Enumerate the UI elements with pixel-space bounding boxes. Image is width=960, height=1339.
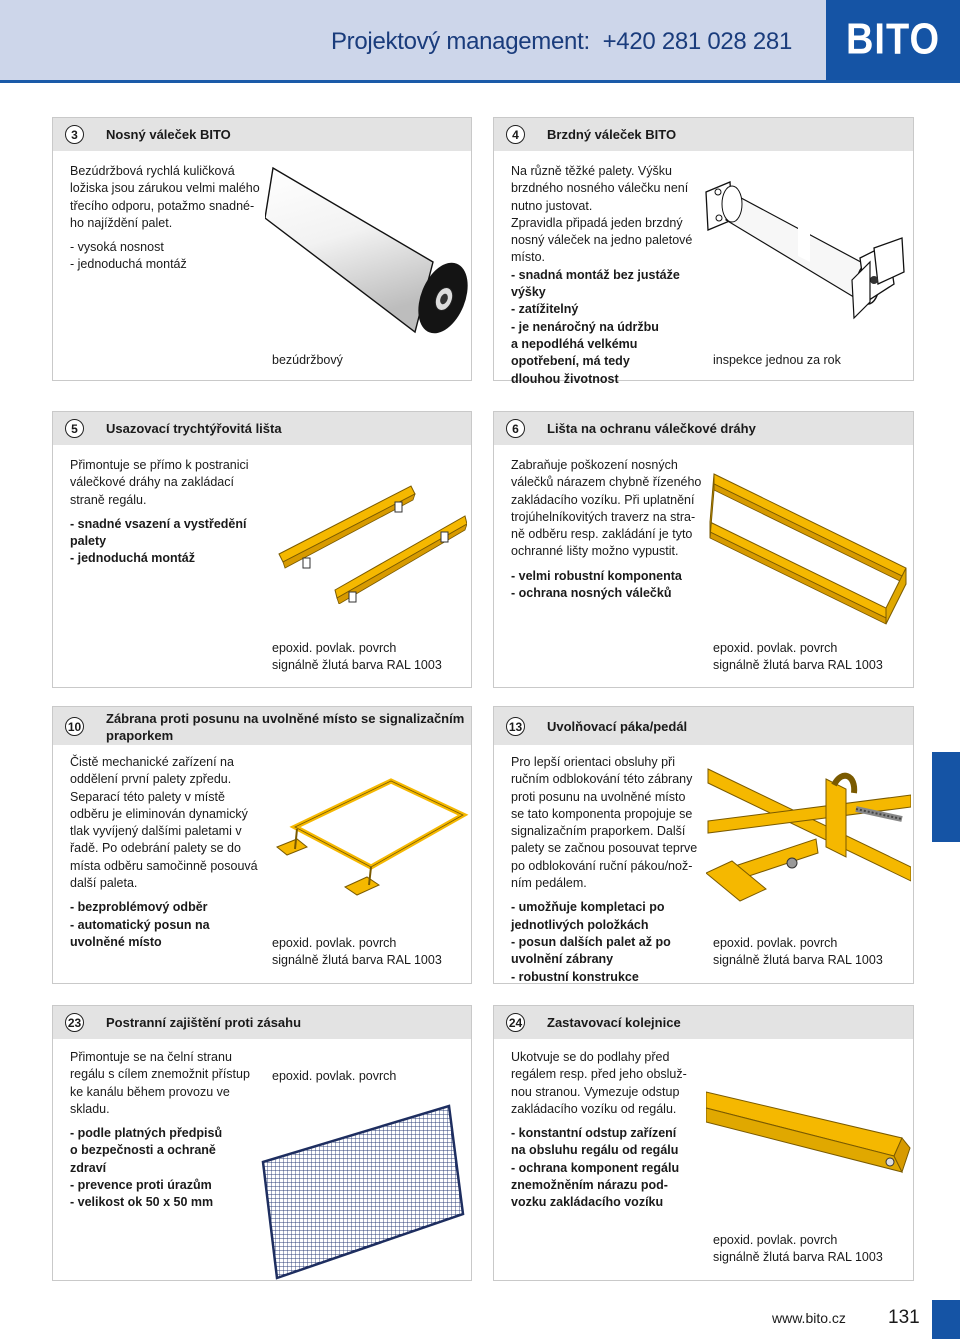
- panel-title: Brzdný váleček BITO: [547, 127, 677, 142]
- panel-title: Zastavovací kolejnice: [547, 1015, 681, 1030]
- separator-illustration: [275, 769, 470, 904]
- panel-release-lever: [493, 706, 914, 984]
- panel-note: epoxid. povlak. povrch signálně žlutá barva RAL 1003: [713, 936, 883, 967]
- bullet-list: - bezproblémový odběr - automatický posun na uvolněné místo: [70, 900, 210, 949]
- panel-number: 3: [65, 125, 84, 144]
- panel-note: epoxid. povlak. povrch: [272, 1069, 397, 1083]
- panel-text: Zabraňuje poškození nosných válečků nárazem chybně řízeného zakládacího vozíku. Při uplatnění trojúhelníkovitých traverz na stra- ně odběru resp. zakládání je tyto ochranné lišty možno vypustit. - velmi robustní komponenta - ochrana nosných válečků: [511, 457, 716, 602]
- panel-title: Lišta na ochranu válečkové dráhy: [547, 421, 756, 436]
- panel-text: Čistě mechanické zařízení na oddělení první palety zpředu. Separací této palety v místě odběru je eliminován dynamický tlak vyvíjený dalšími paletami v řadě. Po odebrání palety se do místa odběru samočinně posouvá další paleta. - bezproblémový odběr - automatický posun na uvolněné místo: [70, 754, 270, 951]
- panel-number: 6: [506, 419, 525, 438]
- bito-logo: [826, 0, 960, 80]
- bito-logo-text: BITO: [845, 15, 941, 64]
- mesh-guard-illustration: [259, 1102, 467, 1280]
- panel-text: Na různě těžké palety. Výšku brzdného nosného válečku není nutno justovat. Zpravidla připadá jeden brzdný nosný váleček na jedno paletové místo. - snadná montáž bez justáže výšky - zatížitelný - je nenáročný na údržbu a nepodléhá velkému opotřebení, má tedy dlouhou životnost: [511, 163, 711, 388]
- panel-title: Postranní zajištění proti zásahu: [106, 1015, 302, 1030]
- page-number: 131: [888, 1307, 920, 1328]
- stop-rail-illustration: [706, 1078, 911, 1198]
- panel-note: epoxid. povlak. povrch signálně žlutá barva RAL 1003: [272, 641, 442, 672]
- panel-note: epoxid. povlak. povrch signálně žlutá barva RAL 1003: [272, 936, 442, 967]
- panel-title: Nosný váleček BITO: [106, 127, 231, 142]
- panel-text: Přimontuje se na čelní stranu regálu s cílem znemožnit přístup ke kanálu během provozu ve skladu. - podle platných předpisů o bezpečnosti a ochraně zdraví - prevence proti úrazům - velikost ok 50 x 50 mm: [70, 1049, 275, 1212]
- panel-entry-guide: [52, 411, 472, 688]
- panel-title: Usazovací trychtýřovitá lišta: [106, 421, 282, 436]
- panel-header: [494, 118, 913, 151]
- panel-header: [53, 707, 471, 745]
- bullet-list: - umožňuje kompletaci po jednotlivých položkách - posun dalších palet až po uvolnění zábrany - robustní konstrukce: [511, 900, 671, 984]
- header-title-text: Projektový management:: [330, 28, 590, 55]
- chapter-tab: [932, 752, 960, 842]
- panel-header: [53, 412, 471, 445]
- panel-text: Bezúdržbová rychlá kuličková ložiska jsou zárukou velmi malého třecího odporu, potažmo snadné- ho najíždění palet. - vysoká nosnost - jednoduchá montáž: [70, 163, 280, 274]
- bullet-list: - konstantní odstup zařízení na obsluhu regálu od regálu - ochrana komponent regálu znemožněním nárazu pod- vozku zakládacího vozíku: [511, 1126, 680, 1210]
- bullet-list: - velmi robustní komponenta - ochrana nosných válečků: [511, 568, 682, 601]
- panel-title: Uvolňovací páka/pedál: [547, 719, 688, 734]
- footer-tab: [932, 1300, 960, 1339]
- brake-roller-illustration: [702, 162, 907, 342]
- release-lever-illustration: [706, 749, 911, 919]
- header-title: [331, 28, 792, 56]
- panel-number: 23: [65, 1013, 84, 1032]
- panel-header: [53, 118, 471, 151]
- protection-rail-illustration: [706, 462, 911, 632]
- panel-note: epoxid. povlak. povrch signálně žlutá barva RAL 1003: [713, 641, 883, 672]
- panel-header: [494, 412, 913, 445]
- roller-illustration: [265, 162, 470, 342]
- panel-text: Ukotvuje se do podlahy před regálem resp. před jeho obsluž- nou stranou. Vymezuje odstup zakládacího vozíku od regálu. - konstantní odstup zařízení na obsluhu regálu od regálu - ochrana komponent regálu znemožněním nárazu pod- vozku zakládacího vozíku: [511, 1049, 716, 1212]
- panel-number: 24: [506, 1013, 525, 1032]
- panel-number: 4: [506, 125, 525, 144]
- panel-header: [494, 707, 913, 745]
- bullet-list: - podle platných předpisů o bezpečnosti a ochraně zdraví - prevence proti úrazům - velikost ok 50 x 50 mm: [70, 1126, 223, 1210]
- entry-guide-illustration: [277, 474, 467, 604]
- header-phone[interactable]: +420 281 028 281: [602, 28, 792, 55]
- panel-brake-roller: [493, 117, 914, 386]
- panel-number: 5: [65, 419, 84, 438]
- panel-load-roller: [52, 117, 472, 381]
- panel-header: [53, 1006, 471, 1039]
- panel-stop-rail: [493, 1005, 914, 1281]
- panel-pallet-separator: [52, 706, 472, 984]
- panel-number: 13: [506, 717, 525, 736]
- panel-number: 10: [65, 717, 84, 736]
- panel-side-guard: [52, 1005, 472, 1281]
- panel-note: epoxid. povlak. povrch signálně žlutá barva RAL 1003: [713, 1233, 883, 1264]
- panel-note: bezúdržbový: [272, 353, 343, 367]
- panel-note: inspekce jednou za rok: [713, 353, 841, 367]
- panel-protection-rail: [493, 411, 914, 688]
- panel-text: Přimontuje se přímo k postranici válečkové dráhy na zakládací straně regálu. - snadné vsazení a vystředění palety - jednoduchá montáž: [70, 457, 270, 568]
- panel-text: Pro lepší orientaci obsluhy při ručním odblokování této zábrany proti posunu na uvolněné místo se tato komponenta propojuje se signalizačním praporkem. Další palety se začnou posouvat teprve po odblokování ruční pákou/nož- ním pedálem. - umožňuje kompletaci po jednotlivých položkách - posun dalších palet až po uvolnění zábrany - robustní konstrukce: [511, 754, 711, 986]
- panel-header: [494, 1006, 913, 1039]
- bullet-list: - snadné vsazení a vystředění palety - jednoduchá montáž: [70, 516, 247, 566]
- bullet-list: - snadná montáž bez justáže výšky - zatížitelný - je nenáročný na údržbu a nepodléhá velkému opotřebení, má tedy dlouhou životnost: [511, 267, 680, 386]
- footer-url[interactable]: www.bito.cz: [772, 1310, 846, 1326]
- bullet-list: - vysoká nosnost - jednoduchá montáž: [70, 240, 187, 272]
- panel-title: Zábrana proti posunu na uvolněné místo se signalizačním praporkem: [106, 711, 465, 743]
- header-rule: [0, 80, 960, 83]
